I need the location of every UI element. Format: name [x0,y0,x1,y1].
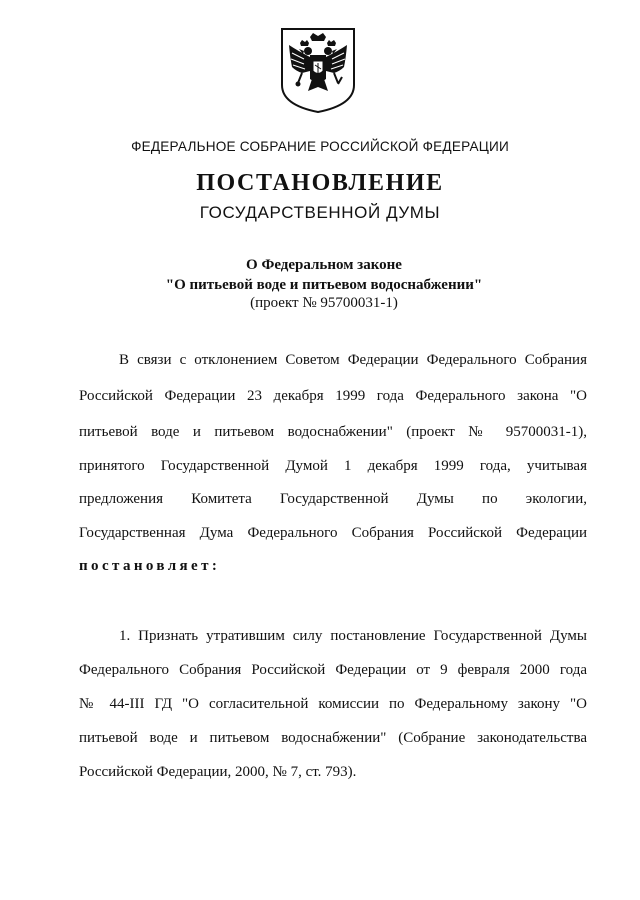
document-issuer: ГОСУДАРСТВЕННОЙ ДУМЫ [199,203,441,222]
subject-line: (проект № 95700031-1) [250,295,398,311]
assembly-name: ФЕДЕРАЛЬНОЕ СОБРАНИЕ РОССИЙСКОЙ ФЕДЕРАЦИИ [131,139,509,154]
paragraph-line: питьевой воде и питьевом водоснабжении" (проект № 95700031-1), [79,424,587,440]
paragraph-line: Федерального Собрания Российской Федерации от 9 февраля 2000 года [79,662,587,678]
subject-line: О Федеральном законе [246,257,402,273]
paragraph-line: 1. Признать утратившим силу постановление Государственной Думы [119,628,587,644]
decree-word: постановляет: [79,558,221,574]
russian-coat-of-arms-icon [280,27,356,113]
paragraph-line: Государственная Дума Федерального Собрания Российской Федерации [79,525,587,541]
paragraph-line: принятого Государственной Думой 1 декабря 1999 года, учитывая [79,458,587,474]
paragraph-line: питьевой воде и питьевом водоснабжении" (Собрание законодательства [79,730,587,746]
document-type: ПОСТАНОВЛЕНИЕ [196,170,444,196]
paragraph-line: № 44-III ГД "О согласительной комиссии по Федеральному закону "О [79,696,587,712]
paragraph-line: Российской Федерации, 2000, № 7, ст. 793). [79,764,357,780]
paragraph-line: В связи с отклонением Советом Федерации Федерального Собрания [119,352,587,368]
paragraph-line: предложения Комитета Государственной Думы по экологии, [79,491,587,507]
subject-line: "О питьевой воде и питьевом водоснабжении" [165,277,483,293]
paragraph-line: Российской Федерации 23 декабря 1999 года Федерального закона "О [79,388,587,404]
